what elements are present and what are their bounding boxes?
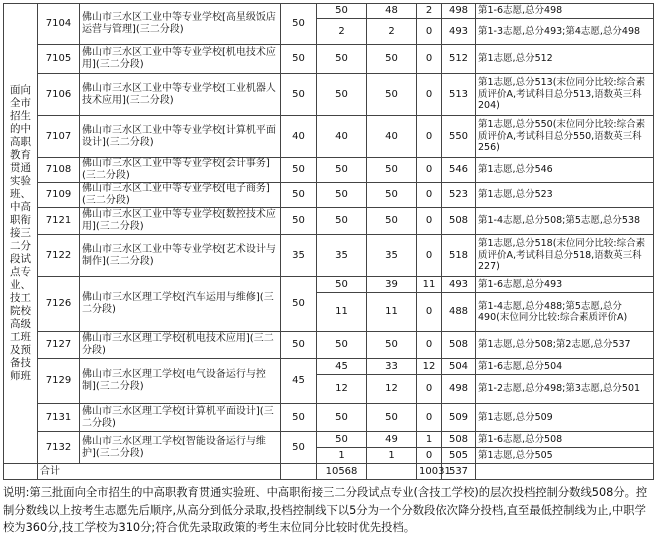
total-label: 合计 [38, 464, 281, 480]
min-score: 498 [442, 375, 476, 404]
table-row [4, 74, 654, 116]
pitch-count: 35 [317, 235, 367, 277]
plan-count: 50 [281, 208, 317, 235]
pitch-count: 50 [317, 208, 367, 235]
table-row [4, 332, 654, 359]
score-note: 第1-6志愿,总分508 [476, 432, 654, 448]
plan-count: 50 [281, 404, 317, 432]
total-remaining: 537 [442, 464, 476, 480]
score-note: 第1-6志愿,总分504 [476, 359, 654, 375]
school-name: 佛山市三水区工业中等专业学校[数控技术应用](三二分段) [80, 208, 281, 235]
total-note [476, 464, 654, 480]
plan-count: 45 [281, 359, 317, 404]
admitted-count: 49 [367, 432, 417, 448]
score-note: 第1志愿,总分550(末位同分比较:综合素质评价A,考试科目总分550,语数英三科256) [476, 116, 654, 158]
admitted-count: 1 [367, 448, 417, 464]
min-score: 504 [442, 359, 476, 375]
admitted-count: 50 [367, 404, 417, 432]
remaining-count: 0 [417, 332, 442, 359]
pitch-count: 50 [317, 45, 367, 74]
admission-table [3, 3, 654, 480]
pitch-count: 11 [317, 293, 367, 332]
score-note: 第1-4志愿,总分508;第5志愿,总分538 [476, 208, 654, 235]
table-row [4, 277, 654, 293]
remaining-count: 0 [417, 183, 442, 208]
category-cell: 面向全市招生的中高职教育贯通实验班、中高职衔接三二分段试点专业、技工院校高级工班及预备技师班 [4, 4, 38, 464]
plan-count: 50 [281, 158, 317, 183]
school-name: 佛山市三水区工业中等专业学校[艺术设计与制作](三二分段) [80, 235, 281, 277]
remaining-count: 0 [417, 45, 442, 74]
table-row [4, 4, 654, 19]
min-score: 513 [442, 74, 476, 116]
remaining-count: 11 [417, 277, 442, 293]
remaining-count: 0 [417, 19, 442, 45]
remaining-count: 0 [417, 235, 442, 277]
school-name: 佛山市三水区理工学校[汽车运用与维修](三二分段) [80, 277, 281, 332]
school-code: 7131 [38, 404, 80, 432]
school-code: 7106 [38, 74, 80, 116]
school-name: 佛山市三水区理工学校[机电技术应用](三二分段) [80, 332, 281, 359]
total-blank [367, 464, 417, 480]
footnote: 说明:第三批面向全市招生的中高职教育贯通实验班、中高职衔接三二分段试点专业(含技工学校)的层次投档控制分数线508分。控制分数线以上按考生志愿先后顺序,从高分到低分录取,投档控制线下以5分为一个分数段依次降分投档,直至最低控制线为止,中职学校为360分,技工学校为310分;符合优先录取政策的考生末位同分比较时优先投档。 [3, 486, 648, 534]
score-note: 第1志愿,总分523 [476, 183, 654, 208]
score-note: 第1志愿,总分546 [476, 158, 654, 183]
min-score: 508 [442, 432, 476, 448]
admitted-count: 35 [367, 235, 417, 277]
pitch-count: 50 [317, 74, 367, 116]
table-row [4, 158, 654, 183]
score-note: 第1志愿,总分508;第2志愿,总分537 [476, 332, 654, 359]
remaining-count: 0 [417, 375, 442, 404]
score-note: 第1-6志愿,总分493 [476, 277, 654, 293]
score-note: 第1志愿,总分505 [476, 448, 654, 464]
score-note: 第1-4志愿,总分488;第5志愿,总分490(末位同分比较:综合素质评价A) [476, 293, 654, 332]
blank-cell [4, 464, 38, 480]
table-row [4, 432, 654, 448]
admitted-count: 33 [367, 359, 417, 375]
table-row [4, 183, 654, 208]
min-score: 493 [442, 19, 476, 45]
school-code: 7121 [38, 208, 80, 235]
score-note: 第1志愿,总分512 [476, 45, 654, 74]
pitch-count: 1 [317, 448, 367, 464]
school-code: 7109 [38, 183, 80, 208]
school-name: 佛山市三水区理工学校[智能设备运行与维护](三二分段) [80, 432, 281, 464]
school-code: 7126 [38, 277, 80, 332]
school-code: 7104 [38, 4, 80, 45]
score-note: 第1志愿,总分509 [476, 404, 654, 432]
table-row [4, 359, 654, 375]
school-code: 7107 [38, 116, 80, 158]
total-plan [281, 464, 317, 480]
min-score: 498 [442, 4, 476, 19]
table-row [4, 235, 654, 277]
admitted-count: 50 [367, 183, 417, 208]
pitch-count: 50 [317, 432, 367, 448]
admitted-count: 50 [367, 158, 417, 183]
pitch-count: 50 [317, 158, 367, 183]
admitted-count: 50 [367, 45, 417, 74]
remaining-count: 0 [417, 116, 442, 158]
pitch-count: 50 [317, 4, 367, 19]
school-name: 佛山市三水区工业中等专业学校[机电技术应用](三二分段) [80, 45, 281, 74]
school-code: 7105 [38, 45, 80, 74]
min-score: 550 [442, 116, 476, 158]
remaining-count: 1 [417, 432, 442, 448]
admitted-count: 11 [367, 293, 417, 332]
admitted-count: 40 [367, 116, 417, 158]
pitch-count: 50 [317, 404, 367, 432]
min-score: 523 [442, 183, 476, 208]
score-note: 第1志愿,总分518(末位同分比较:综合素质评价A,考试科目总分518,语数英三科227) [476, 235, 654, 277]
min-score: 512 [442, 45, 476, 74]
remaining-count: 12 [417, 359, 442, 375]
school-code: 7108 [38, 158, 80, 183]
admitted-count: 50 [367, 208, 417, 235]
score-note: 第1-6志愿,总分498 [476, 4, 654, 19]
min-score: 505 [442, 448, 476, 464]
remaining-count: 0 [417, 404, 442, 432]
pitch-count: 12 [317, 375, 367, 404]
plan-count: 50 [281, 74, 317, 116]
admitted-count: 50 [367, 332, 417, 359]
pitch-count: 50 [317, 332, 367, 359]
school-code: 7127 [38, 332, 80, 359]
school-name: 佛山市三水区工业中等专业学校[计算机平面设计](三二分段) [80, 116, 281, 158]
min-score: 546 [442, 158, 476, 183]
remaining-count: 0 [417, 158, 442, 183]
school-code: 7129 [38, 359, 80, 404]
school-name: 佛山市三水区工业中等专业学校[会计事务](三二分段) [80, 158, 281, 183]
score-note: 第1志愿,总分513(末位同分比较:综合素质评价A,考试科目总分513,语数英三科204) [476, 74, 654, 116]
min-score: 509 [442, 404, 476, 432]
total-pitch: 10568 [317, 464, 367, 480]
pitch-count: 40 [317, 116, 367, 158]
remaining-count: 0 [417, 293, 442, 332]
min-score: 488 [442, 293, 476, 332]
total-admitted: 10031 [417, 464, 442, 480]
table-row [4, 45, 654, 74]
plan-count: 50 [281, 277, 317, 332]
plan-count: 50 [281, 332, 317, 359]
admitted-count: 50 [367, 74, 417, 116]
plan-count: 35 [281, 235, 317, 277]
plan-count: 50 [281, 183, 317, 208]
pitch-count: 45 [317, 359, 367, 375]
school-name: 佛山市三水区工业中等专业学校[工业机器人技术应用](三二分段) [80, 74, 281, 116]
table-row [4, 404, 654, 432]
school-name: 佛山市三水区理工学校[电气设备运行与控制](三二分段) [80, 359, 281, 404]
remaining-count: 0 [417, 208, 442, 235]
admitted-count: 48 [367, 4, 417, 19]
score-note: 第1-3志愿,总分493;第4志愿,总分498 [476, 19, 654, 45]
school-code: 7122 [38, 235, 80, 277]
min-score: 508 [442, 332, 476, 359]
table-row [4, 208, 654, 235]
remaining-count: 0 [417, 448, 442, 464]
pitch-count: 2 [317, 19, 367, 45]
min-score: 508 [442, 208, 476, 235]
score-note: 第1-2志愿,总分498;第3志愿,总分501 [476, 375, 654, 404]
plan-count: 50 [281, 4, 317, 45]
remaining-count: 2 [417, 4, 442, 19]
min-score: 493 [442, 277, 476, 293]
plan-count: 40 [281, 116, 317, 158]
remaining-count: 0 [417, 74, 442, 116]
total-row [4, 464, 654, 480]
min-score: 518 [442, 235, 476, 277]
school-code: 7132 [38, 432, 80, 464]
school-name: 佛山市三水区工业中等专业学校[高星级饭店运营与管理](三二分段) [80, 4, 281, 45]
pitch-count: 50 [317, 277, 367, 293]
plan-count: 50 [281, 45, 317, 74]
admitted-count: 12 [367, 375, 417, 404]
plan-count: 50 [281, 432, 317, 464]
admitted-count: 2 [367, 19, 417, 45]
pitch-count: 50 [317, 183, 367, 208]
table-row [4, 116, 654, 158]
school-name: 佛山市三水区理工学校[计算机平面设计](三二分段) [80, 404, 281, 432]
admitted-count: 39 [367, 277, 417, 293]
school-name: 佛山市三水区工业中等专业学校[电子商务](三二分段) [80, 183, 281, 208]
